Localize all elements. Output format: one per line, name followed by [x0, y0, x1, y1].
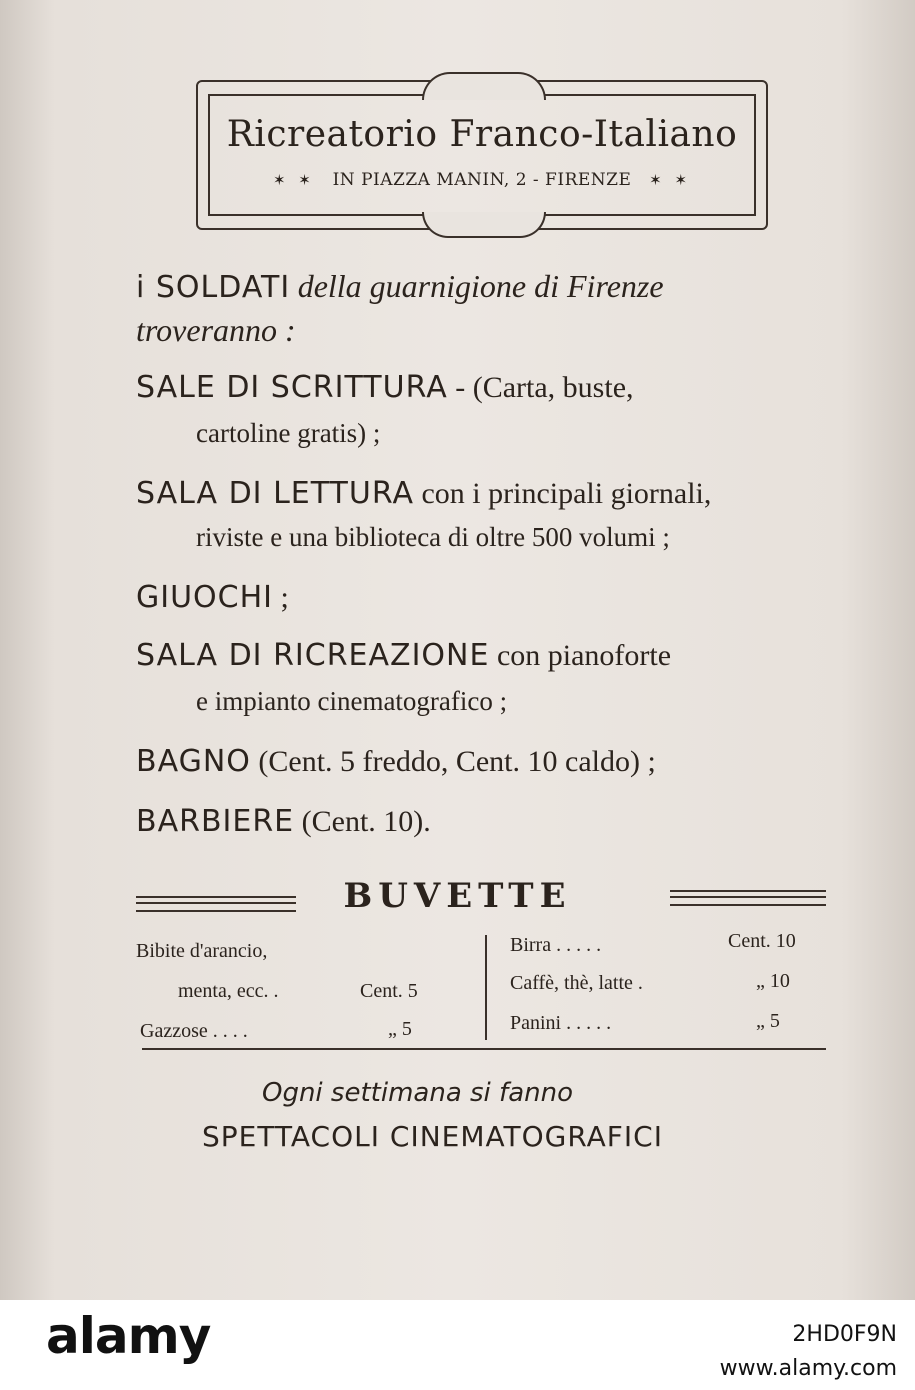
item-title: BAGNO [136, 744, 251, 779]
item-detail: (Cent. 5 freddo, Cent. 10 caldo) ; [250, 745, 656, 778]
item-games [136, 580, 289, 615]
item-writing-line-2: cartoline gratis) ; [196, 418, 381, 448]
item-title: GIUOCHI [136, 580, 274, 615]
ornament-left-icon: ✶ ✶ [272, 171, 315, 189]
item-detail: ; [273, 581, 289, 614]
address: IN PIAZZA MANIN, 2 - FIRENZE [332, 170, 632, 190]
item-title: SALE DI SCRITTURA [136, 370, 448, 405]
buvette-left-row-3-price: „ 5 [388, 1018, 412, 1040]
frame-bottom-ornament [422, 212, 546, 238]
item-title: BARBIERE [136, 804, 295, 839]
item-recreation-line-2: e impianto cinematografico ; [196, 686, 508, 716]
buvette-left-row-2-label: menta, ecc. . [178, 980, 279, 1002]
buvette-left-row-3-label: Gazzose . . . . [140, 1020, 248, 1042]
intro-lead-caps: i SOLDATI [136, 270, 291, 305]
watermark-logo: alamy [46, 1307, 211, 1365]
item-detail: con pianoforte [489, 639, 672, 672]
item-bath [136, 744, 656, 779]
item-title: SALA DI LETTURA [136, 476, 414, 511]
intro-line-2: troveranno : [136, 312, 296, 348]
intro-line [136, 268, 664, 305]
buvette-right-price: „ 5 [756, 1010, 780, 1032]
item-recreation [136, 638, 671, 673]
item-detail: con i principali giornali, [413, 477, 712, 510]
buvette-column-divider [485, 935, 487, 1040]
buvette-right-price: Cent. 10 [728, 930, 796, 952]
watermark-info [720, 1318, 897, 1386]
item-reading [136, 476, 711, 511]
organization-name: Ricreatorio Franco-Italiano [226, 114, 738, 155]
item-reading-line-2: riviste e una biblioteca di oltre 500 volumi ; [196, 522, 670, 552]
buvette-right-label: Panini . . . . . [510, 1012, 612, 1034]
item-detail: (Cent. 10). [294, 805, 431, 838]
cinema-shows: SPETTACOLI CINEMATOGRAFICI [202, 1120, 663, 1153]
buvette-right-label: Caffè, thè, latte . [510, 972, 643, 994]
buvette-title: BUVETTE [343, 876, 572, 916]
buvette-bottom-rule [142, 1048, 826, 1050]
item-barber [136, 804, 431, 839]
watermark-site: www.alamy.com [719, 1356, 897, 1381]
intro-lead-script: della guarnigione di Firenze [297, 268, 664, 304]
buvette-right-label: Birra . . . . . [510, 934, 602, 956]
address-row [196, 170, 768, 190]
item-writing [136, 370, 634, 405]
header-frame [196, 80, 768, 230]
weekly-note: Ogni settimana si fanno [261, 1078, 573, 1108]
frame-inner-border [208, 94, 756, 216]
frame-top-ornament [422, 72, 546, 100]
item-title: SALA DI RICREAZIONE [136, 638, 490, 673]
buvette-left-row-2-price: Cent. 5 [360, 980, 418, 1002]
buvette-right-price: „ 10 [756, 970, 790, 992]
buvette-left-row-1: Bibite d'arancio, [136, 940, 268, 962]
item-detail: - (Carta, buste, [447, 371, 634, 404]
ornament-right-icon: ✶ ✶ [649, 171, 692, 189]
watermark-image-id: 2HD0F9N [792, 1322, 897, 1347]
